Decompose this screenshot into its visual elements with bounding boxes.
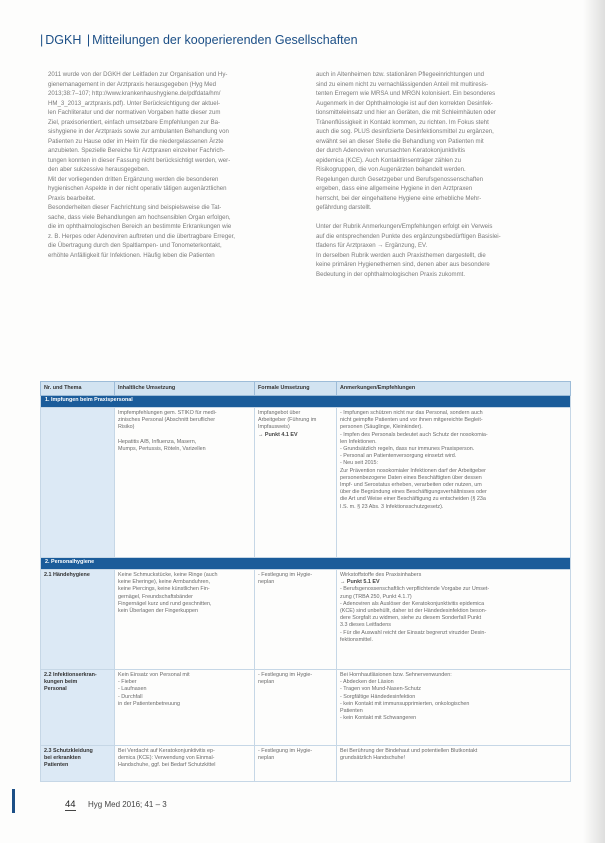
cell-line: keine Piercings, keine künstlichen Fin- (118, 586, 210, 593)
cell-line: bei erkrankten (44, 755, 81, 762)
cell-line: Bei Verdacht auf Keratokonjunktivitis ep- (118, 748, 215, 754)
hygiene-table (40, 381, 571, 782)
cell-line (118, 432, 251, 439)
notes-cell (337, 746, 571, 782)
cell-line: - Neu seit 2015: (340, 460, 379, 467)
text-line: sind zu einem nicht zu vernachlässigenden Anteil mit multiresis- (316, 80, 489, 88)
cell-line: - Für die Auswahl reicht der Einsatz begrenzt viruzider Desin- (340, 629, 487, 636)
cell-line: in der Patientenbetreuung (118, 700, 181, 707)
cell-line: nicht geimpfte Patienten und vor ihnen mitgereichte Begleit- (340, 417, 483, 424)
text-line: sache, dass viele Behandlungen am hochsensiblen Organ erfolgen, (48, 213, 231, 221)
cell-line: - kein Kontakt mit immunsupprimierten, onkologischen (340, 700, 470, 707)
cell-line: - Durchfall (118, 693, 143, 700)
cell-line: neplan (258, 679, 275, 686)
cell-line: - Grundsätzlich regeln, dass nur immunes Praxisperson. (340, 446, 475, 453)
notes-cell (337, 670, 571, 746)
cell-line: Keine Schmuckstücke, keine Ringe (auch (118, 572, 218, 578)
text-line: 2013;38:7–107; http://www.krankenhaushygiene.de/pdfdata/hm/ (48, 90, 221, 97)
cell-line: kungen beim (44, 679, 78, 686)
text-line: epidemica (KCE). Auch Kontaktlinsenträger zählen zu (316, 156, 461, 164)
cell-line: personenbezogene Daten eines Beschäftigten über dessen (340, 474, 482, 481)
cell-line: grundsätzlich Handschuhe! (340, 755, 406, 762)
text-line (316, 213, 554, 223)
text-line: anzubieten. Spezielle Bereiche für Arztpraxen einzelner Fachrich- (48, 147, 225, 154)
cell-line: neplan (258, 579, 275, 586)
cell-line: - Fieber (118, 679, 137, 686)
cell-line: - Laufnasen (118, 686, 147, 693)
text-line: die im ophthalmologischen Bereich an bestimmte Erkrankungen wie (48, 223, 232, 230)
column-header: Inhaltliche Umsetzung (115, 382, 255, 396)
page-number: 44 (65, 799, 76, 810)
cell-line: - Impfen des Personals bedeutet auch Schutz der nosokomia- (340, 431, 488, 438)
table-section-row (41, 396, 571, 408)
right-text-column (316, 70, 554, 279)
header-separator: | (86, 33, 91, 47)
table-row (41, 408, 571, 558)
table-row (41, 670, 571, 746)
text-line: HM_3_2013_arztpraxis.pdf). Unter Berücksichtigung der aktuel- (48, 99, 221, 107)
text-line: In derselben Rubrik werden auch Praxisthemen dargestellt, die (316, 251, 486, 259)
text-line: Besonderheiten dieser Fachrichtung sind beispielsweise die Tat- (48, 204, 222, 211)
column-header: Formale Umsetzung (255, 382, 337, 396)
table-row (41, 746, 571, 782)
cell-line: - Sorgfältige Händedesinfektion (340, 693, 416, 700)
journal-citation: Hyg Med 2016; 41 – 3 (88, 800, 167, 809)
text-line: tungen konnten in dieser Fassung nicht berücksichtigt werden, wer- (48, 156, 231, 164)
text-line: z. B. Herpes oder Adenoviren auftreten und die übertragbare Erreger, (48, 232, 235, 240)
text-line: auch die sog. PLUS desinfizierte Desinfektionsmittel zu ergänzen, (316, 128, 494, 135)
cell-line: fektionsmittel. (340, 636, 373, 643)
text-line: erhöhte Anfälligkeit für Infektionen. Häufig leben die Patienten (48, 251, 215, 259)
cell-line: Bei Hornhautläsionen bzw. Sehnervenwunden: (340, 672, 452, 678)
cell-line: - Festlegung im Hygie- (258, 672, 313, 678)
row-number-topic: 2.1 Händehygiene (41, 570, 115, 670)
cell-line: (KCE) sind unbehüllt, daher ist der Händedesinfektion beson- (340, 608, 487, 615)
cell-line: - Festlegung im Hygie- (258, 572, 313, 578)
cell-line: Handschuhe, ggf. bei Bedarf Schutzkittel (118, 762, 216, 769)
cell-line: Bei Berührung der Bindehaut und potentiellen Blutkontakt (340, 748, 478, 754)
cell-line: Impfausweis) (258, 424, 290, 431)
cell-line: - Abdecken der Läsion (340, 679, 394, 686)
text-line: Risikogruppen, die von Augenärzten behandelt werden. (316, 166, 466, 173)
text-line: der durch Adenoviren verursachten Keratokonjunktivitis (316, 147, 466, 154)
cell-line: 2.2 Infektionserkran- (44, 672, 97, 678)
page-header (38, 33, 358, 47)
cell-line: I.S. m. § 23 Abs. 3 Infektionsschutzgesetz). (340, 503, 444, 510)
header-title: Mitteilungen der kooperierenden Gesellschaften (92, 33, 358, 47)
text-line: erwähnt sei an dieser Stelle die Behandlung von Patienten mit (316, 137, 484, 145)
text-line: die Übertragung durch den Spaltlampen- und Tonometerkontakt, (48, 242, 222, 249)
text-line: auch in Altenheimen bzw. stationären Pflegeeinrichtungen und (316, 71, 485, 78)
content-cell (115, 570, 255, 670)
text-line: gienemanagement in der Arztpraxis herausgegeben (Hyg Med (48, 80, 217, 88)
cell-line: keine Eheringe), keine Armbanduhren, (118, 579, 210, 586)
cell-line: Impfempfehlungen gem. STIKO für medi- (118, 410, 217, 416)
text-line: Bedeutung in der ophthalmologischen Praxis zukommt. (316, 270, 466, 278)
text-line: hygienischen Aspekte in der nicht operativ tätigen augenärztlichen (48, 185, 227, 192)
text-line: herrscht, bei der eingehaltene Hygiene eine erhebliche Mehr- (316, 194, 482, 202)
content-cell (115, 746, 255, 782)
text-line: keine primären Hygienethemen sind, denen aber aus besondere (316, 261, 490, 268)
row-number-topic (41, 408, 115, 558)
section-title: 2. Personalhygiene (41, 558, 571, 570)
cell-line: - Festlegung im Hygie- (258, 748, 313, 754)
cell-reference: → Punkt 4.1 EV (258, 431, 298, 438)
cell-line: Impf- und Serostatus erheben, verarbeiten oder nutzen, um (340, 482, 482, 489)
cell-line: Wirkstoffstoffe des Praxisinhabers (340, 572, 422, 578)
formal-cell (255, 670, 337, 746)
cell-line: Patienten (44, 762, 69, 769)
cell-line: len Infektionen. (340, 438, 377, 445)
cell-line: Hepatitis A/B, Influenza, Masern, (118, 438, 197, 445)
content-cell (115, 408, 255, 558)
cell-line: Personal (44, 686, 67, 693)
text-line: tfadens für Arztpraxen → Ergänzung, EV. (316, 242, 428, 249)
cell-line: - Personal an Patientenversorgung einsetzt wird. (340, 453, 457, 460)
cell-line: zinisches Personal (Abschnitt beruflicher (118, 417, 216, 424)
cell-line: - Impfungen schützen nicht nur das Personal, sondern auch (340, 410, 483, 416)
cell-line: Impfangebot über (258, 410, 301, 416)
cell-line: - Tragen von Mund-Nasen-Schutz (340, 686, 421, 693)
text-line: Tränenflüssigkeit in Kontakt kommen, zu richten. Im Fokus steht (316, 118, 489, 126)
notes-cell (337, 408, 571, 558)
cell-line: 3.3 dieses Leitfadens (340, 622, 391, 629)
column-header: Nr. und Thema (41, 382, 115, 396)
text-line: Unter der Rubrik Anmerkungen/Empfehlungen erfolgt ein Verweis (316, 223, 493, 230)
text-line: ergeben, dass eine allgemeine Hygiene in den Arztpraxen (316, 185, 473, 192)
cell-line: Kein Einsatz von Personal mit (118, 672, 190, 678)
cell-line: demica (KCE): Verwendung von Einmal- (118, 755, 215, 762)
cell-line: Zur Prävention nosokomialer Infektionen darf der Arbeitgeber (340, 467, 486, 474)
table-section-row (41, 558, 571, 570)
header-org: DGKH (45, 33, 82, 47)
text-line: tionsmitteleinsatz und hier an Geräten, die mit Schleimhäuten oder (316, 109, 496, 116)
cell-line: 2.3 Schutzkleidung (44, 748, 93, 754)
column-header: Anmerkungen/Empfehlungen (337, 382, 571, 396)
left-text-column (48, 70, 286, 260)
header-bar: | (40, 33, 44, 47)
section-title: 1. Impfungen beim Praxispersonal (41, 396, 571, 408)
cell-line: kein Überlagen der Fingerkuppen (118, 608, 199, 615)
row-number-topic (41, 670, 115, 746)
binding-shadow (583, 0, 605, 843)
footer-accent-bar (12, 789, 15, 813)
text-line: Augenmerk in der Ophthalmologie ist auf den korrekten Desinfek- (316, 99, 493, 107)
text-line: tenten Erregern wie MRSA und MRGN kolonisiert. Ein besonderes (316, 90, 496, 97)
text-line: Mit der vorliegenden dritten Ergänzung werden die besonderen (48, 175, 219, 183)
cell-line: - Berufsgenossenschaftlich verpflichtende Vorgabe zur Umset- (340, 586, 490, 593)
formal-cell (255, 746, 337, 782)
cell-line: dere Sorgfalt zu widmen, siehe zu diesem Sonderfall Punkt (340, 615, 482, 622)
text-line: 2011 wurde von der DGKH der Leitfaden zur Organisation und Hy- (48, 71, 228, 78)
cell-line: Arbeitgeber (Führung im (258, 417, 317, 424)
formal-cell (255, 408, 337, 558)
cell-line: über die Begründung eines Beschäftigungsverhältnisses oder (340, 489, 487, 496)
cell-line: - kein Kontakt mit Schwangeren (340, 715, 417, 722)
text-line: auf die entsprechenden Punkte des ergänzungsbedürftigen Basislei- (316, 232, 501, 240)
cell-line: Fingernägel kurz und rund geschnitten, (118, 600, 212, 607)
text-line: gefährdung darstellt. (316, 204, 372, 211)
cell-line: neplan (258, 755, 275, 762)
table-row (41, 570, 571, 670)
cell-line: die Art und Weise einer Beschäftigung zu entscheiden (§ 23a (340, 496, 486, 503)
cell-reference: → Punkt 5.1 EV (340, 579, 380, 586)
cell-line: Patienten (340, 708, 363, 715)
cell-line: Risiko) (118, 424, 135, 431)
text-line: den aber sukzessive herausgegeben. (48, 166, 150, 173)
text-line: Regelungen durch Gesetzgeber und Berufsgenossenschaften (316, 175, 484, 183)
text-line: Patienten zu Hause oder im Heim für die niedergelassenen Ärzte (48, 137, 224, 145)
text-line: Praxis bearbeitet. (48, 194, 96, 202)
text-line: sishygiene in der Arztpraxis sowie zur ambulanten Behandlung von (48, 128, 229, 135)
cell-line: gernägel, Freundschaftsbänder (118, 593, 193, 600)
text-line: Ziel, praxisorientiert, einfach umsetzbare Empfehlungen zur Ba- (48, 118, 221, 126)
cell-line: personen (Säuglinge, Kleinkinder). (340, 424, 423, 431)
content-cell (115, 670, 255, 746)
cell-line: Mumps, Pertussis, Röteln, Varizellen (118, 446, 206, 453)
cell-line: zung (TRBA 250, Punkt 4.1.7) (340, 593, 412, 600)
row-number-topic (41, 746, 115, 782)
notes-cell (337, 570, 571, 670)
formal-cell (255, 570, 337, 670)
text-line: len Fachliteratur und der normativen Vorgaben hatte dieser zum (48, 109, 221, 116)
cell-line: - Adenoviren als Auslöser der Keratokonjunktivitis epidemica (340, 600, 485, 607)
table-header-row (41, 382, 571, 396)
